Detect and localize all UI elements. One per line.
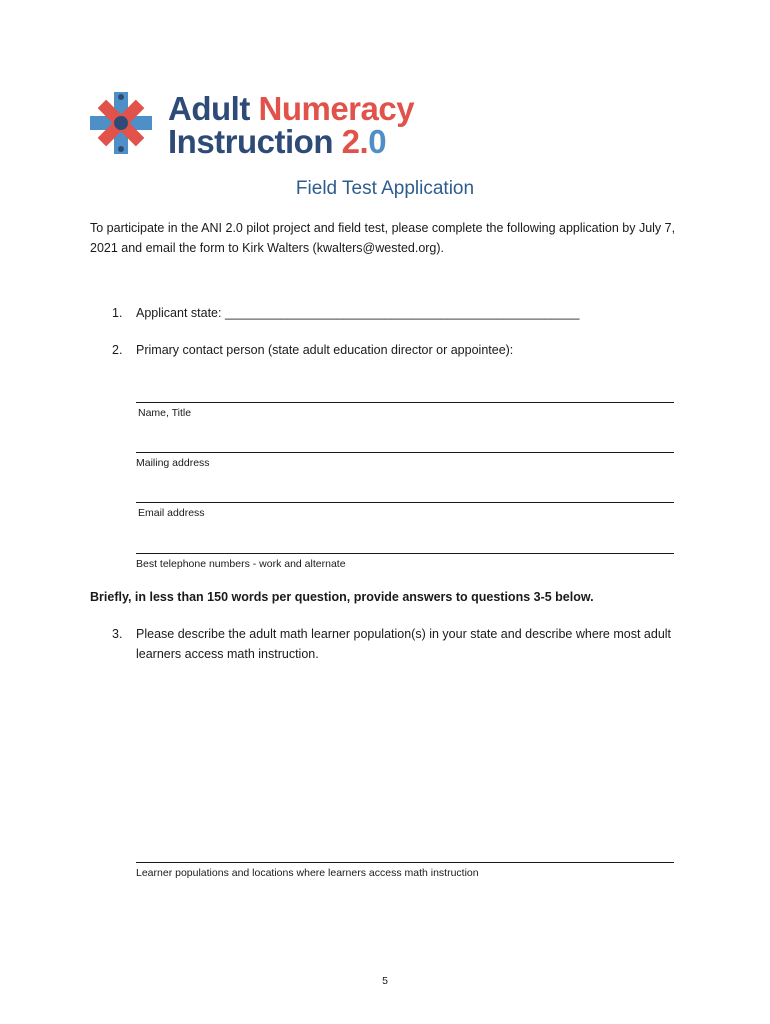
field-label: Mailing address <box>136 457 210 469</box>
logo-text-line1: Adult Numeracy <box>168 90 415 127</box>
intro-paragraph: To participate in the ANI 2.0 pilot project and field test, please complete the following application by July 7, 2021 and email the form to Kirk Walters (kwalters@wested.org). <box>90 221 676 255</box>
input-line[interactable] <box>136 553 674 554</box>
field-label: Name, Title <box>138 407 192 419</box>
page-number: 5 <box>382 975 388 987</box>
answer-instruction: Briefly, in less than 150 words per question, provide answers to questions 3-5 below. <box>90 590 594 604</box>
input-line[interactable] <box>136 862 674 863</box>
input-line[interactable] <box>136 502 674 503</box>
input-line[interactable] <box>136 452 674 453</box>
ani-logo <box>90 86 450 158</box>
field-label: Email address <box>138 507 205 519</box>
input-line[interactable] <box>136 402 674 403</box>
learner-populations-field[interactable] <box>136 862 674 879</box>
mailing-address-field[interactable] <box>136 452 674 469</box>
field-label: Learner populations and locations where learners access math instruction <box>136 867 479 879</box>
page-title: Field Test Application <box>295 178 475 199</box>
asterisk-logo-icon <box>90 92 152 154</box>
telephone-field[interactable] <box>136 553 674 570</box>
applicant-state-field[interactable]: Applicant state: ___________________________________________________ <box>136 306 580 320</box>
field-label: Best telephone numbers - work and alternate <box>136 558 346 570</box>
name-title-field[interactable] <box>136 402 674 419</box>
email-address-field[interactable] <box>136 502 674 519</box>
logo-text-line2: Instruction 2.0 <box>168 123 387 160</box>
